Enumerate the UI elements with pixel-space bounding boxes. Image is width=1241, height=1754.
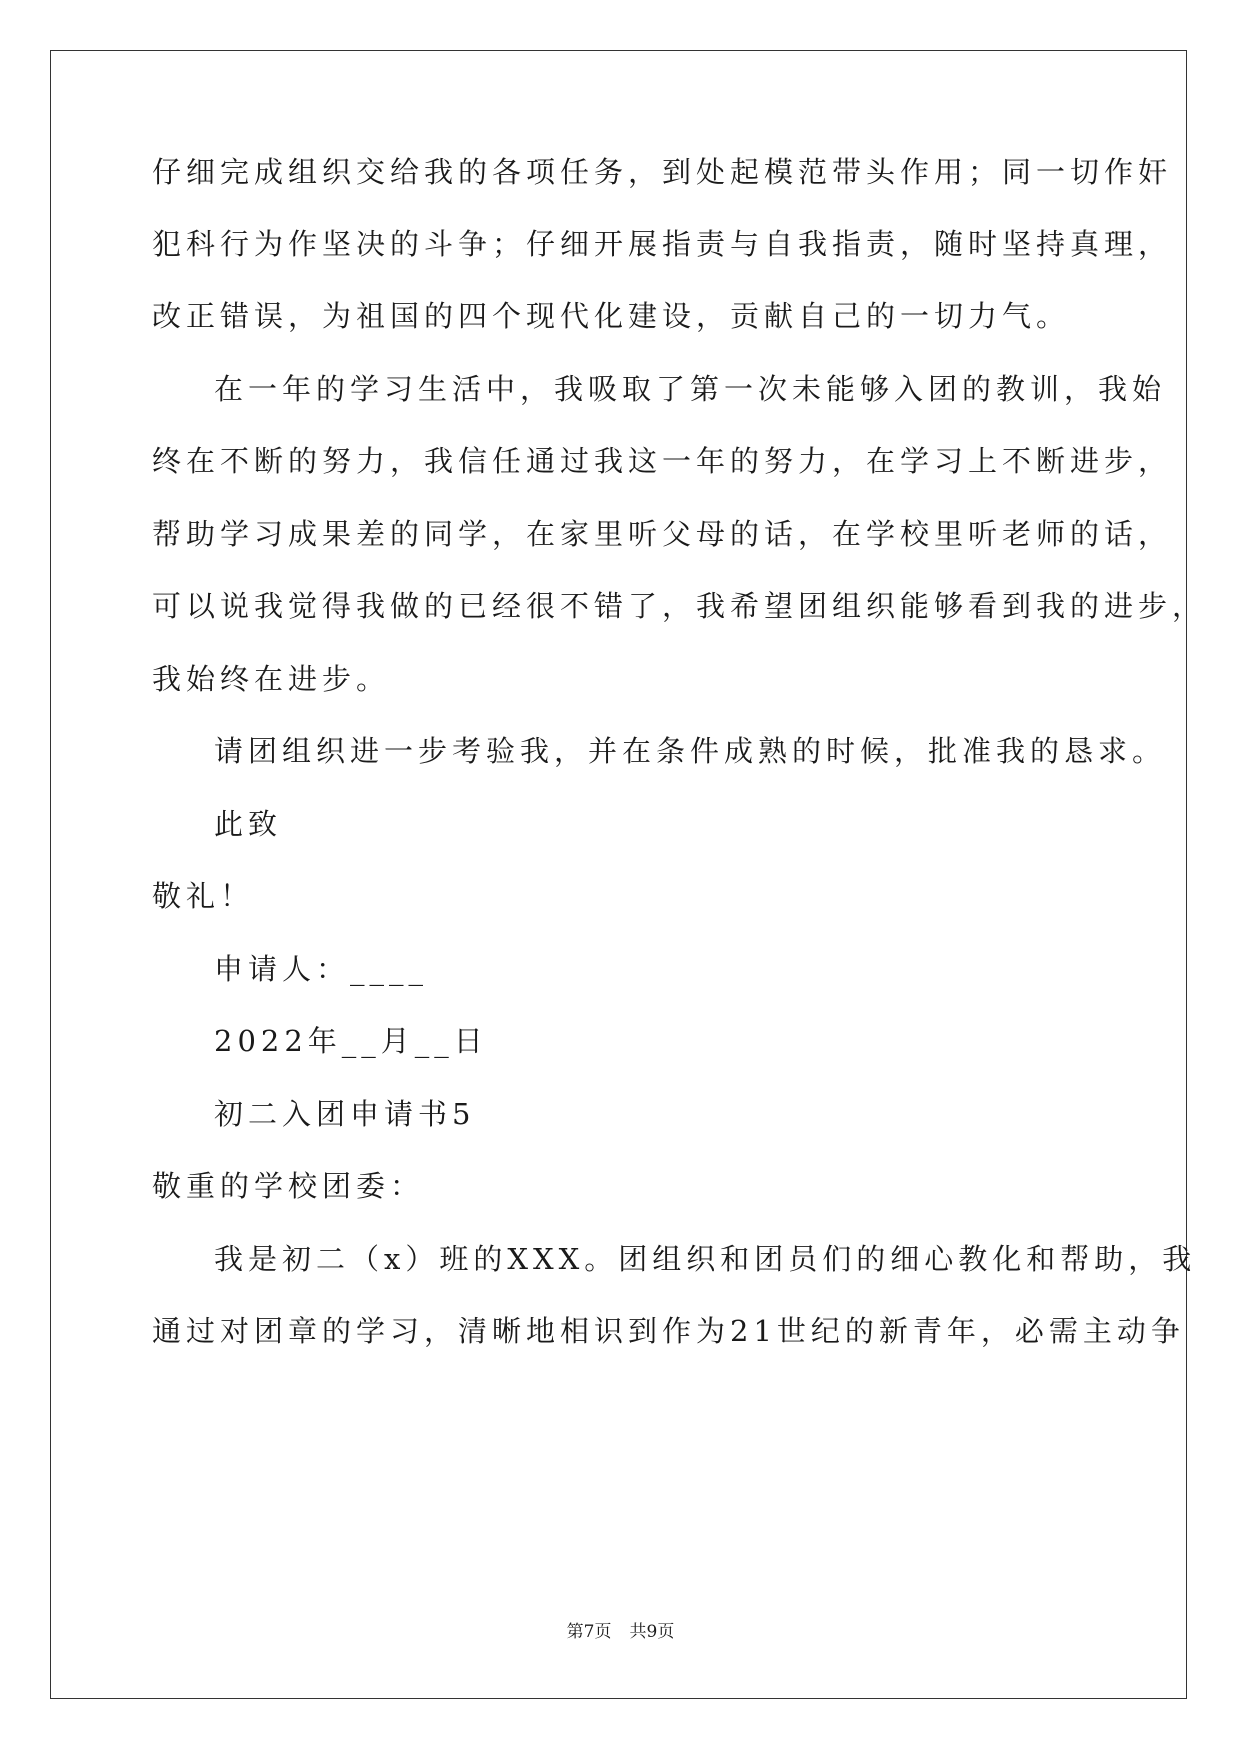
current-page-number: 第7页	[566, 1622, 612, 1642]
paragraph-line: 犯科行为作坚决的斗争；仔细开展指责与自我指责，随时坚持真理，	[152, 227, 1173, 261]
letter-greeting: 敬重的学校团委：	[152, 1169, 425, 1203]
section-heading: 初二入团申请书5	[214, 1097, 476, 1131]
paragraph-line: 终在不断的努力，我信任通过我这一年的努力，在学习上不断进步，	[152, 444, 1173, 478]
total-pages: 共9页	[629, 1622, 675, 1642]
closing-respect: 敬礼！	[152, 879, 255, 913]
paragraph-line: 改正错误，为祖国的四个现代化建设，贡献自己的一切力气。	[152, 299, 1071, 333]
paragraph-line: 我是初二（x）班的XXX。团组织和团员们的细心教化和帮助，我	[214, 1242, 1197, 1276]
paragraph-line: 仔细完成组织交给我的各项任务，到处起模范带头作用；同一切作奸	[152, 155, 1173, 189]
applicant-signature: 申请人：____	[214, 952, 429, 986]
paragraph-line: 我始终在进步。	[152, 662, 391, 696]
page-footer	[0, 1620, 1241, 1644]
paragraph-line: 帮助学习成果差的同学，在家里听父母的话，在学校里听老师的话，	[152, 517, 1173, 551]
paragraph-line: 通过对团章的学习，清晰地相识到作为21世纪的新青年，必需主动争	[152, 1314, 1185, 1348]
paragraph-line: 在一年的学习生活中，我吸取了第一次未能够入团的教训，我始	[214, 372, 1167, 406]
closing-salutation: 此致	[214, 807, 283, 841]
paragraph-line: 请团组织进一步考验我，并在条件成熟的时候，批准我的恳求。	[214, 734, 1167, 768]
paragraph-line: 可以说我觉得我做的已经很不错了，我希望团组织能够看到我的进步，	[152, 589, 1207, 623]
date-line: 2022年__月__日	[214, 1024, 488, 1058]
